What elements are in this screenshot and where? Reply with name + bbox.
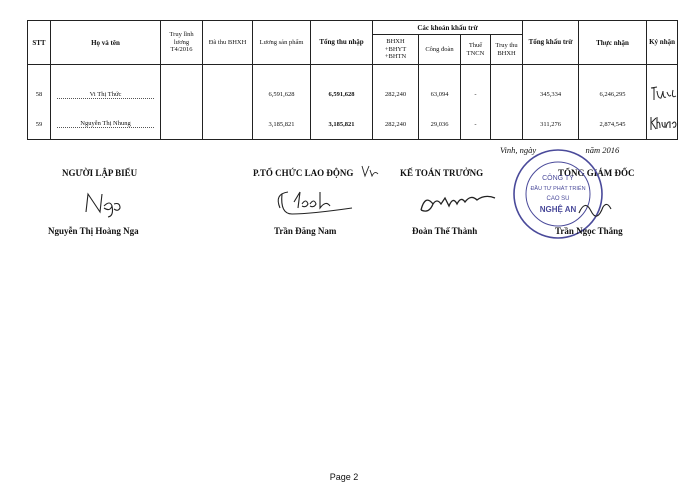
- svg-text:CÔNG TY: CÔNG TY: [542, 175, 574, 182]
- row-name: Nguyễn Thị Nhung: [51, 110, 161, 140]
- signatory-title-director: TỔNG GIÁM ĐỐC: [558, 168, 635, 178]
- signatory-name-accountant: Đoàn Thế Thành: [412, 226, 478, 236]
- row-cong-doan: 63,094: [419, 80, 461, 110]
- header-ky-nhan: Ký nhận: [647, 21, 678, 65]
- header-cac-khoan-khau-tru: Các khoản khấu trừ: [373, 21, 523, 35]
- header-truy-linh: Truy lĩnh lương T4/2016: [161, 21, 203, 65]
- spacer-row: [28, 65, 678, 80]
- row-stt: 59: [28, 110, 51, 140]
- row-ky-nhan: [647, 80, 678, 110]
- date-line: Vinh, ngày năm 2016: [500, 145, 620, 155]
- payroll-table: [27, 20, 678, 140]
- svg-text:ĐẦU TƯ PHÁT TRIỂN: ĐẦU TƯ PHÁT TRIỂN: [530, 186, 586, 192]
- table-row: [28, 110, 678, 140]
- handwritten-signature: [270, 184, 360, 224]
- row-stt: 58: [28, 80, 51, 110]
- row-thuc-nhan: 6,246,295: [579, 80, 647, 110]
- signatory-name-director: Trần Ngọc Thắng: [555, 226, 623, 236]
- header-cong-doan: Công đoàn: [419, 35, 461, 65]
- signatory-title-labor: P.TỔ CHỨC LAO ĐỘNG: [253, 168, 354, 178]
- header-luong-san-pham: Lương sản phẩm: [253, 21, 311, 65]
- row-tong-thu-nhap: 3,185,821: [311, 110, 373, 140]
- svg-text:CAO SU: CAO SU: [546, 196, 570, 202]
- header-tong-thu-nhap: Tổng thu nhập: [311, 21, 373, 65]
- row-tong-khau-tru: 311,276: [523, 110, 579, 140]
- row-name: Vi Thị Thức: [51, 80, 161, 110]
- signatory-name-labor: Trần Đăng Nam: [274, 226, 337, 236]
- row-thuc-nhan: 2,874,545: [579, 110, 647, 140]
- table-row: [28, 80, 678, 110]
- row-luong-san-pham: 3,185,821: [253, 110, 311, 140]
- handwritten-initial: [360, 162, 380, 180]
- row-bhxh: 282,240: [373, 80, 419, 110]
- handwritten-signature: [649, 82, 678, 106]
- header-tong-khau-tru: Tổng khấu trừ: [523, 21, 579, 65]
- row-tong-khau-tru: 345,334: [523, 80, 579, 110]
- row-tong-thu-nhap: 6,591,628: [311, 80, 373, 110]
- handwritten-signature: [575, 195, 615, 225]
- row-cong-doan: 29,036: [419, 110, 461, 140]
- handwritten-signature: [80, 190, 130, 220]
- header-row-1: [28, 21, 678, 35]
- header-name: Họ và tên: [51, 21, 161, 65]
- header-thuc-nhan: Thực nhận: [579, 21, 647, 65]
- page-number: Page 2: [329, 472, 359, 482]
- header-bhxh: BHXH +BHYT +BHTN: [373, 35, 419, 65]
- row-thue-tncn: -: [461, 80, 491, 110]
- svg-text:NGHỆ AN: NGHỆ AN: [539, 205, 577, 214]
- signatory-title-preparer: NGƯỜI LẬP BIỂU: [62, 168, 138, 178]
- header-thue-tncn: Thuế TNCN: [461, 35, 491, 65]
- row-luong-san-pham: 6,591,628: [253, 80, 311, 110]
- signatory-name-preparer: Nguyễn Thị Hoàng Nga: [48, 226, 139, 236]
- header-stt: STT: [28, 21, 51, 65]
- handwritten-signature: [649, 111, 678, 135]
- row-bhxh: 282,240: [373, 110, 419, 140]
- row-ky-nhan: [647, 110, 678, 140]
- header-truy-thu-bhxh: Truy thu BHXH: [491, 35, 523, 65]
- row-thue-tncn: -: [461, 110, 491, 140]
- handwritten-signature: [415, 184, 500, 220]
- header-da-thu-bhxh: Đã thu BHXH: [203, 21, 253, 65]
- signatory-title-accountant: KẾ TOÁN TRƯỞNG: [400, 168, 484, 178]
